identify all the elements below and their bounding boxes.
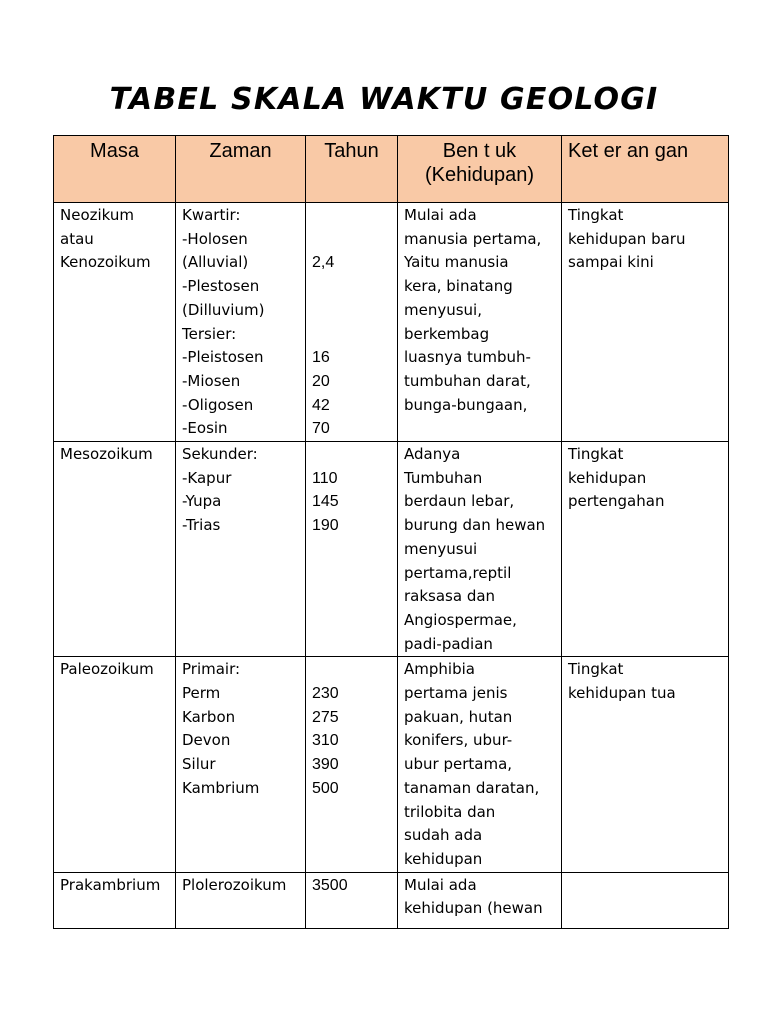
cell-line: Perm — [182, 684, 221, 703]
cell-line: menyusui — [404, 539, 478, 558]
cell-line: Karbon — [182, 707, 236, 726]
cell-line — [312, 323, 393, 347]
cell-line: menyusui, — [404, 300, 482, 319]
cell-line: konifers, ubur- — [404, 731, 513, 750]
cell-line: 3500 — [312, 876, 348, 894]
cell-tahun — [306, 872, 398, 928]
cell-line: 145 — [312, 493, 339, 511]
cell-line: luasnya tumbuh- — [404, 348, 531, 367]
cell-line: berdaun lebar, — [404, 492, 515, 511]
cell-line: bunga-bungaan, — [404, 395, 528, 414]
cell-line — [312, 228, 393, 252]
cell-keterangan — [562, 203, 729, 442]
cell-line: pertama jenis — [404, 684, 508, 703]
cell-tahun — [306, 657, 398, 872]
cell-line: Silur — [182, 755, 216, 774]
cell-line: 42 — [312, 396, 330, 414]
cell-line: tanaman daratan, — [404, 778, 540, 797]
cell-line: Mulai ada — [404, 206, 477, 224]
cell-line: kehidupan (hewan — [404, 899, 543, 918]
cell-line: Kwartir: — [182, 206, 241, 224]
cell-line: 2,4 — [312, 254, 335, 272]
header-zaman: Zaman — [176, 136, 306, 203]
cell-zaman — [176, 442, 306, 657]
header-bentuk-line2: (Kehidupan) — [425, 164, 534, 186]
cell-line: -Miosen — [182, 371, 241, 390]
cell-line: Tumbuhan — [404, 468, 483, 487]
cell-line: Paleozoikum — [60, 660, 154, 679]
cell-line: Primair: — [182, 660, 241, 679]
cell-line — [312, 443, 393, 467]
table-row — [54, 872, 729, 928]
cell-line: kehidupan baru — [568, 229, 686, 248]
cell-line — [312, 204, 393, 228]
cell-line: atau — [60, 229, 94, 248]
cell-bentuk — [398, 442, 562, 657]
cell-line: 230 — [312, 685, 339, 703]
cell-line: kehidupan tua — [568, 684, 676, 703]
cell-keterangan — [562, 657, 729, 872]
cell-line: tumbuhan darat, — [404, 371, 531, 390]
cell-keterangan — [562, 442, 729, 657]
header-bentuk — [398, 136, 562, 203]
cell-line — [312, 275, 393, 299]
cell-line: Neozikum — [60, 206, 135, 224]
cell-line: trilobita dan — [404, 802, 496, 821]
cell-line: Mulai ada — [404, 875, 477, 894]
cell-tahun — [306, 442, 398, 657]
cell-line: -Trias — [182, 516, 221, 535]
cell-line: Sekunder: — [182, 445, 258, 464]
cell-line: Yaitu manusia — [404, 253, 509, 272]
cell-line: pertengahan — [568, 492, 665, 511]
cell-masa — [54, 203, 176, 442]
cell-line: 70 — [312, 420, 330, 438]
cell-line: (Alluvial) — [182, 253, 249, 272]
cell-line: manusia pertama, — [404, 229, 542, 248]
cell-line: raksasa dan — [404, 587, 496, 606]
cell-line: -Pleistosen — [182, 348, 264, 367]
cell-bentuk — [398, 872, 562, 928]
header-keterangan: Ket er an gan — [562, 136, 729, 203]
table-header-row — [54, 136, 729, 203]
cell-tahun — [306, 203, 398, 442]
cell-line — [312, 658, 393, 682]
cell-keterangan — [562, 872, 729, 928]
cell-line: 16 — [312, 349, 330, 367]
cell-line: sudah ada — [404, 826, 483, 845]
cell-bentuk — [398, 657, 562, 872]
cell-line: Tingkat — [568, 660, 624, 679]
header-tahun: Tahun — [306, 136, 398, 203]
table-row — [54, 203, 729, 442]
cell-zaman — [176, 872, 306, 928]
cell-line: -Plestosen — [182, 277, 260, 296]
cell-line: 500 — [312, 779, 339, 797]
cell-line: 20 — [312, 372, 330, 390]
cell-bentuk — [398, 203, 562, 442]
cell-line: ubur pertama, — [404, 755, 513, 774]
cell-line: Kenozoikum — [60, 253, 151, 272]
cell-line: -Yupa — [182, 492, 222, 511]
cell-line: 110 — [312, 469, 338, 487]
cell-line: -Oligosen — [182, 395, 254, 414]
cell-masa — [54, 657, 176, 872]
cell-line: Plolerozoikum — [182, 875, 287, 894]
cell-line — [312, 299, 393, 323]
cell-masa — [54, 872, 176, 928]
cell-line: berkembag — [404, 324, 490, 343]
cell-line: Tersier: — [182, 324, 237, 343]
cell-line: 275 — [312, 708, 339, 726]
cell-line: 310 — [312, 732, 339, 750]
cell-line: 390 — [312, 756, 339, 774]
cell-line: -Kapur — [182, 468, 232, 487]
cell-zaman — [176, 203, 306, 442]
header-masa: Masa — [54, 136, 176, 203]
cell-line: (Dilluvium) — [182, 300, 265, 319]
cell-line: 190 — [312, 517, 339, 535]
cell-line: Tingkat — [568, 445, 624, 464]
cell-line: padi-padian — [404, 634, 493, 653]
cell-line: kehidupan — [568, 468, 647, 487]
cell-line: Angiospermae, — [404, 610, 517, 629]
table-row — [54, 442, 729, 657]
cell-line: sampai kini — [568, 253, 654, 272]
cell-line: Kambrium — [182, 778, 260, 797]
cell-line: kehidupan — [404, 849, 483, 868]
header-bentuk-line1: Ben t uk — [442, 140, 517, 162]
cell-line: Adanya — [404, 445, 461, 464]
cell-line: -Eosin — [182, 419, 228, 438]
cell-line: pertama,reptil — [404, 563, 512, 582]
cell-line: Mesozoikum — [60, 445, 153, 464]
cell-zaman — [176, 657, 306, 872]
cell-line: kera, binatang — [404, 277, 513, 296]
cell-line: burung dan hewan — [404, 516, 546, 535]
cell-line: Devon — [182, 731, 231, 750]
cell-line: Amphibia — [404, 660, 475, 679]
table-row — [54, 657, 729, 872]
geologic-time-table — [53, 135, 729, 929]
cell-line: Prakambrium — [60, 875, 161, 894]
cell-masa — [54, 442, 176, 657]
page-title: TABEL SKALA WAKTU GEOLOGI — [109, 82, 659, 117]
cell-line: -Holosen — [182, 229, 248, 248]
cell-line: Tingkat — [568, 206, 624, 224]
cell-line: pakuan, hutan — [404, 707, 513, 726]
